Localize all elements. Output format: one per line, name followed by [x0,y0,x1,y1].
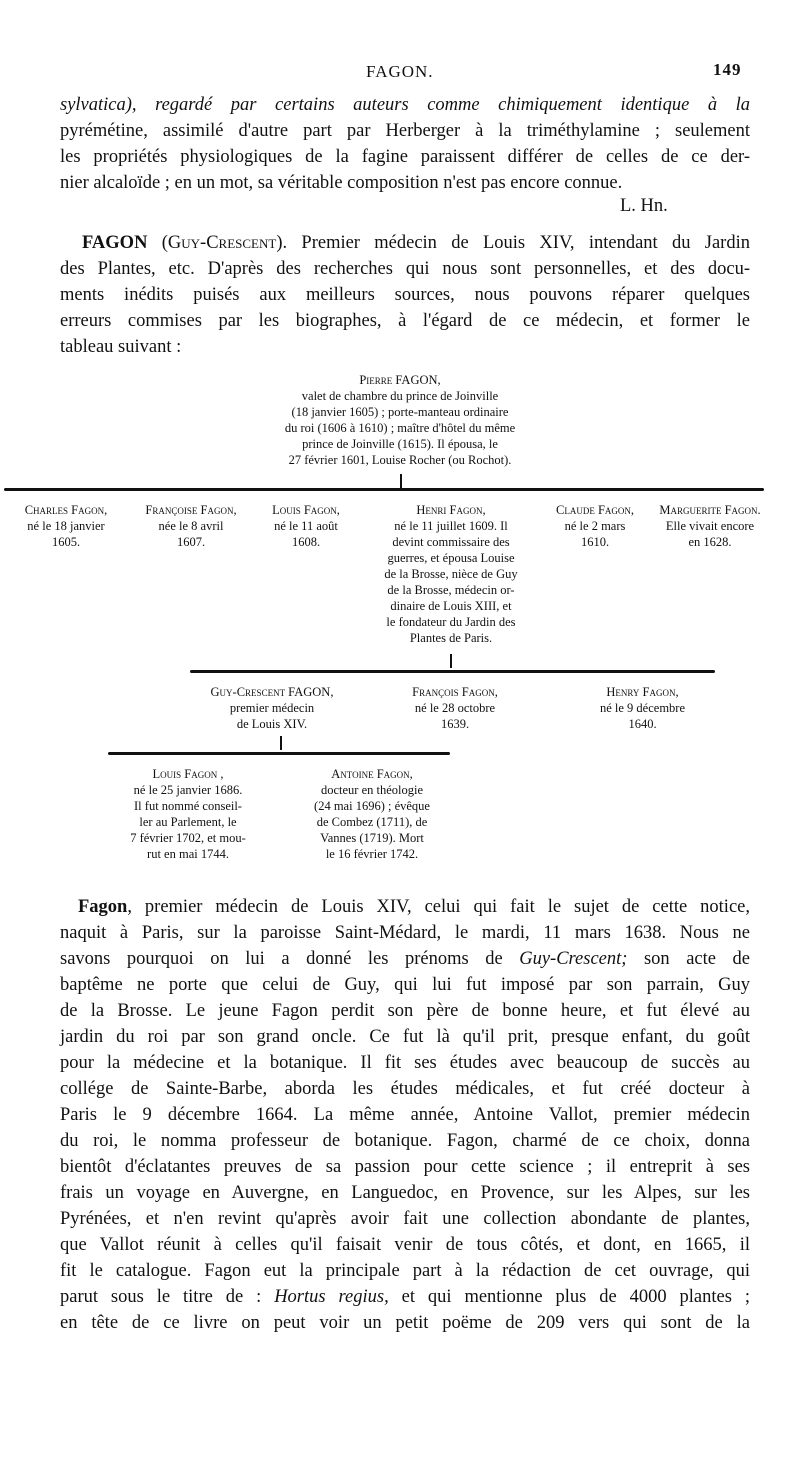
person-detail: né le 11 juillet 1609. Il [394,519,508,533]
person-claude [540,502,650,550]
person-detail: 1639. [440,717,470,731]
entry-names: (Guy-Crescent). [161,233,288,253]
intro-signature: L. Hn. [620,196,668,216]
body-text: et qui mentionne plus de 4000 plantes ; [388,1287,750,1307]
intro-line-1: sylvatica), regardé par certains auteurs comme chimiquement identique à la [60,95,750,115]
person-name: Guy-Crescent FAGON, [210,685,334,699]
person-detail: Vannes (1719). Mort [320,831,424,845]
person-henry [570,684,715,732]
body-line [60,1284,750,1310]
body-line: Pyrénées, et n'en revint qu'après avoir fait une collection abondante de plantes, [60,1209,750,1229]
body-line: baptême ne porte que celui de Guy, qui lui fut imposé par son parrain, Guy [60,975,750,995]
entry-line: des Plantes, etc. D'après des recherches qui nous sont personnelles, et des docu- [60,259,750,279]
person-name: Henri Fagon, [416,503,486,517]
person-detail: né le 11 août [274,519,338,533]
person-name: Antoine Fagon, [331,767,413,781]
tree-connector [450,654,452,668]
body-line: frais un voyage en Auvergne, en Languedoc, en Provence, sur les Alpes, sur les [60,1183,750,1203]
entry-line: ments inédits puisés aux meilleurs sources, nous pouvons réparer quelques [60,285,750,305]
entry-headword: FAGON [82,233,148,253]
person-detail: Il fut nommé conseil- [134,799,242,813]
person-charles [0,502,132,550]
person-detail: 1605. [51,535,81,549]
body-italic-title: Hortus regius, [274,1287,389,1307]
person-detail: de Combez (1711), de [316,815,428,829]
person-name: Claude Fagon, [555,503,635,517]
person-name: Louis Fagon , [152,767,224,781]
person-detail: 1640. [628,717,657,731]
intro-paragraph [60,92,750,196]
entry-line: tableau suivant : [60,337,182,357]
tree-connector [400,474,402,488]
intro-line: les propriétés physiologiques de la fagine paraissent différer de celles de ce der- [60,147,750,167]
person-detail: de la Brosse, nièce de Guy [384,567,518,581]
person-name: Charles Fagon, [24,503,108,517]
body-line: Paris le 9 décembre 1664. La même année, Antoine Vallot, premier médecin [60,1105,750,1125]
person-marguerite [650,502,770,550]
person-name: François Fagon, [412,685,498,699]
body-line: naquit à Paris, sur la paroisse Saint-Médard, le mardi, 11 mars 1638. Nous ne [60,923,750,943]
tree-brace [190,670,715,673]
person-detail: de Louis XIV. [236,717,308,731]
person-detail: dinaire de Louis XIII, et [390,599,512,613]
person-louis-2 [110,766,266,862]
body-line: pour la médecine et la botanique. Il fit ses études avec beaucoup de succès au [60,1053,750,1073]
person-guy-crescent [186,684,358,732]
tree-connector [280,736,282,750]
body-line: jardin du roi par son grand oncle. Ce fut là qu'il prit, presque enfant, du goût [60,1027,750,1047]
body-line [60,946,750,972]
person-detail: né le 2 mars [564,519,626,533]
person-detail: ler au Parlement, le [139,815,237,829]
person-detail: Elle vivait encore [665,519,755,533]
person-detail: 1608. [291,535,321,549]
person-antoine [290,766,454,862]
tree-brace [4,488,764,491]
person-detail: 7 février 1702, et mou- [130,831,246,845]
body-line: collége de Sainte-Barbe, aborda les études médicales, et fut créé docteur à [60,1079,750,1099]
intro-line: pyrémétine, assimilé d'autre part par Herberger à la triméthylamine ; seulement [60,121,750,141]
person-francois [380,684,530,732]
body-text: parut sous le titre de : [60,1287,275,1307]
body-line: bientôt d'éclatantes preuves de sa passion pour cette science ; il entreprit à ses [60,1157,750,1177]
person-detail: du roi (1606 à 1610) ; maître d'hôtel du même [284,421,516,435]
body-line: du roi, le nomma professeur de botanique. Fagon, charmé de ce choix, donna [60,1131,750,1151]
body-headword: Fagon [78,897,128,917]
entry-line-1-rest: Premier médecin de Louis XIV, intendant du Jardin [301,233,750,253]
person-detail: 27 février 1601, Louise Rocher (ou Rochot). [288,453,512,467]
person-name: Françoise Fagon, [145,503,237,517]
person-detail: rut en mai 1744. [147,847,229,861]
person-detail: premier médecin [229,701,315,715]
person-detail: 1610. [580,535,610,549]
body-line: fit le catalogue. Fagon eut la principale part à la rédaction de cet ouvrage, qui [60,1261,750,1281]
page-number: 149 [713,60,742,79]
body-text: son acte de [627,949,750,969]
person-francoise [132,502,250,550]
entry-line [60,230,750,256]
person-detail: guerres, et épousa Louise [387,551,515,565]
person-henri [362,502,540,646]
person-detail: 1607. [176,535,206,549]
body-paragraph [60,894,750,1336]
person-detail: Plantes de Paris. [409,631,493,645]
body-italic-names: Guy-Crescent; [519,949,628,969]
person-detail: valet de chambre du prince de Joinville [301,389,499,403]
body-line: en tête de ce livre on peut voir un petit poëme de 209 vers qui sont de la [60,1313,750,1333]
body-line: de la Brosse. Le jeune Fagon perdit son père de bonne heure, et fut élevé au [60,1001,750,1021]
person-detail: le 16 février 1742. [325,847,419,861]
person-detail: en 1628. [688,535,732,549]
person-detail: né le 18 janvier [27,519,105,533]
entry-paragraph [60,230,750,360]
person-detail: de la Brosse, médecin or- [387,583,515,597]
person-detail: prince de Joinville (1615). Il épousa, le [302,437,498,451]
running-header-title: FAGON. [366,62,434,81]
genealogy-root [250,372,550,468]
body-line: que Vallot réunit à celles qu'il faisait venir de tous côtés, et dont, en 1665, il [60,1235,750,1255]
intro-line [60,92,750,118]
body-line-1-rest: , premier médecin de Louis XIV, celui qui fait le sujet de cette notice, [127,897,750,917]
person-louis [250,502,362,550]
person-name: Marguerite Fagon. [659,503,761,517]
person-name: Henry Fagon, [606,685,679,699]
person-detail: devint commissaire des [392,535,510,549]
entry-line: erreurs commises par les biographes, à l'égard de ce médecin, et former le [60,311,750,331]
person-detail: le fondateur du Jardin des [386,615,516,629]
person-detail: né le 9 décembre [599,701,686,715]
person-detail: (24 mai 1696) ; évêque [314,799,430,813]
body-text: savons pourquoi on lui a donné les prénoms de [60,949,520,969]
person-name: Louis Fagon, [272,503,340,517]
person-detail: né le 25 janvier 1686. [133,783,243,797]
person-detail: docteur en théologie [320,783,424,797]
person-detail: né le 28 octobre [414,701,496,715]
tree-brace [108,752,450,755]
person-detail: née le 8 avril [158,519,224,533]
person-detail: (18 janvier 1605) ; porte-manteau ordinaire [291,405,509,419]
person-name: Pierre FAGON, [359,373,441,387]
body-line [60,894,750,920]
intro-line: nier alcaloïde ; en un mot, sa véritable composition n'est pas encore connue. [60,173,623,193]
